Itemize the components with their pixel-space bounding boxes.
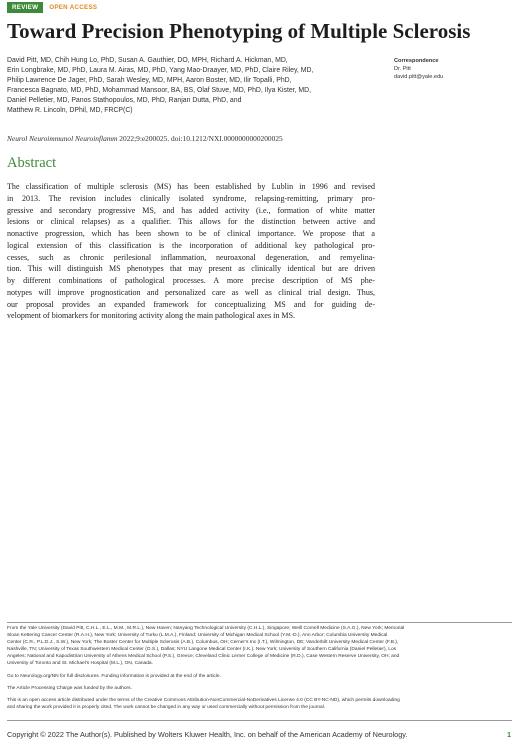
abstract-line: tion. This will distinguish MS phenotypes that may present as clinically identical but are driven bbox=[7, 264, 375, 274]
abstract-line: in 2013. The revision includes clinically isolated syndrome, relapsing-remitting, primary pro- bbox=[7, 193, 375, 203]
disclosures-note bbox=[7, 674, 512, 681]
author-line: Daniel Pelletier, MD, Panos Stathopoulos, MD, PhD, Ranjan Dutta, PhD, and bbox=[7, 97, 242, 105]
abstract-line: gressive and secondary progressive MS, and has added activity (i.e., formation of white matter bbox=[7, 205, 375, 215]
processing-charge-note bbox=[7, 686, 512, 693]
disclosures-text: Go to Neurology.org/NN for full disclosures. Funding information is provided at the end of the article. bbox=[7, 674, 221, 679]
article-title: Toward Precision Phenotyping of Multiple Sclerosis bbox=[7, 19, 471, 43]
abstract-line: lesions or clinical relapses) as a qualifier. This allows for the distinction between active and bbox=[7, 217, 375, 227]
citation-details: 2022;9:e200025. doi:10.1212/NXI.0000000000200025 bbox=[117, 134, 283, 143]
abstract-line: logical extension of this classification is the incorporation of additional key pathological pro- bbox=[7, 240, 375, 250]
open-access-label: OPEN ACCESS bbox=[49, 4, 98, 11]
author-line: Francesca Bagnato, MD, PhD, Mohammad Mansoor, BA, BS, Olaf Stuve, MD, PhD, Ilya Kister, MD, bbox=[7, 87, 312, 95]
affiliation-line: Center (C.R., P.L.D.J., S.W.), New York; The Boster Center for Multiple Sclerosis (A.B.), Columbus, OH; Cerner's Inc (I.T.), Wilmington, DE; Vanderbilt University Medical Center (F.B.), bbox=[7, 639, 399, 645]
license-line: This is an open access article distributed under the terms of the Creative Commons Attribution-NonCommercial-NoDerivatives License 4.0 (CC BY-NC-ND), which permits downloading bbox=[7, 698, 400, 703]
affiliation-line: From the Yale University (David Pitt, C.H.L., E.L., M.M., M.R.L.), New Haven; Nanyang Technological University (C.H.L.), Singapore; Weill Cornell Medicine (S.A.G.), New York; Memorial bbox=[7, 626, 405, 631]
processing-charge-text: The Article Processing Charge was funded by the authors. bbox=[7, 686, 132, 691]
correspondence-email[interactable]: david.pitt@yale.edu bbox=[394, 74, 444, 81]
correspondence-heading: Correspondence bbox=[394, 58, 439, 64]
abstract-line: by different combinations of pathological processes. A more precise description of MS phe- bbox=[7, 276, 375, 285]
abstract-line: nonactive progression, which has been shown to be of clinical importance. We propose that a bbox=[7, 229, 375, 238]
author-line: Matthew R. Lincoln, DPhil, MD, FRCP(C) bbox=[7, 107, 133, 115]
author-line: Erin Longbrake, MD, PhD, Laura M. Airas, MD, PhD, Yang Mao-Draayer, MD, PhD, Claire Riley, MD, bbox=[7, 67, 314, 75]
license-line: and sharing the work provided it is properly cited. The work cannot be changed in any way or used commercially without permission from the journal. bbox=[7, 704, 326, 710]
affiliation-line: University of Toronto and St. Michael's Hospital (M.L.), ON, Canada. bbox=[7, 660, 153, 666]
abstract-line: velopment of biomarkers for monitoring activity along the main pathological axes in MS. bbox=[7, 311, 296, 321]
affiliation-line: Angeles; National and Kapodistrian University of Athens Medical School (P.S.), Greece; Cleveland Clinic Lerner College of Medicine (R.D.), Case Western Reserve University, OH; and bbox=[7, 653, 400, 659]
citation-line bbox=[7, 134, 283, 143]
footer-divider bbox=[7, 720, 512, 721]
author-line: Philip Lawrence De Jager, PhD, Sarah Wesley, MD, MPH, Aaron Boster, MD, Ilir Topalli, PhD, bbox=[7, 77, 292, 85]
article-tags bbox=[7, 2, 97, 13]
page-number: 1 bbox=[506, 730, 511, 739]
abstract-line: our proposal provides an expanded framework for conceptualizing MS and for guiding de- bbox=[7, 299, 375, 309]
correspondence-block bbox=[394, 57, 443, 82]
abstract-text bbox=[7, 181, 375, 322]
copyright-text: Copyright © 2022 The Author(s). Published by Wolters Kluwer Health, Inc. on behalf of the American Academy of Neurology. bbox=[7, 730, 408, 739]
affiliation-line: Sloan Kettering Cancer Center (R.A.H.), New York; University of Turku (L.M.A.), Finland; University of Michigan Medical School (Y.M.-D.), Ann Arbor; Columbia University Medical bbox=[7, 632, 388, 638]
abstract-line: The classification of multiple sclerosis (MS) has been established by Lublin in 1996 and revised bbox=[7, 182, 375, 191]
affiliation-line: Nashville, TN; University of Texas Southwestern Medical Center (O.S.), Dallas; NYU Langone Medical Center (I.K.), New York; University of Southern California (Daniel Pelletier), Los bbox=[7, 646, 397, 652]
author-list bbox=[7, 56, 377, 116]
abstract-line: cesses, such as chronic perilesional inflammation, neuroaxonal degeneration, and remyelina- bbox=[7, 252, 375, 262]
footnote-divider bbox=[7, 622, 512, 623]
abstract-line: notypes will improve prognostication and personalized care as well as clinical trial design. Thus, bbox=[7, 287, 375, 297]
correspondence-name: Dr. Pitt bbox=[394, 66, 411, 73]
author-line: David Pitt, MD, Chih Hung Lo, PhD, Susan A. Gauthier, DO, MPH, Richard A. Hickman, MD, bbox=[7, 57, 288, 64]
review-badge: REVIEW bbox=[7, 2, 43, 13]
license-note bbox=[7, 698, 512, 712]
abstract-heading: Abstract bbox=[7, 155, 57, 171]
affiliations bbox=[7, 626, 512, 668]
journal-name: Neurol Neuroimmunol Neuroinflamm bbox=[7, 134, 118, 143]
